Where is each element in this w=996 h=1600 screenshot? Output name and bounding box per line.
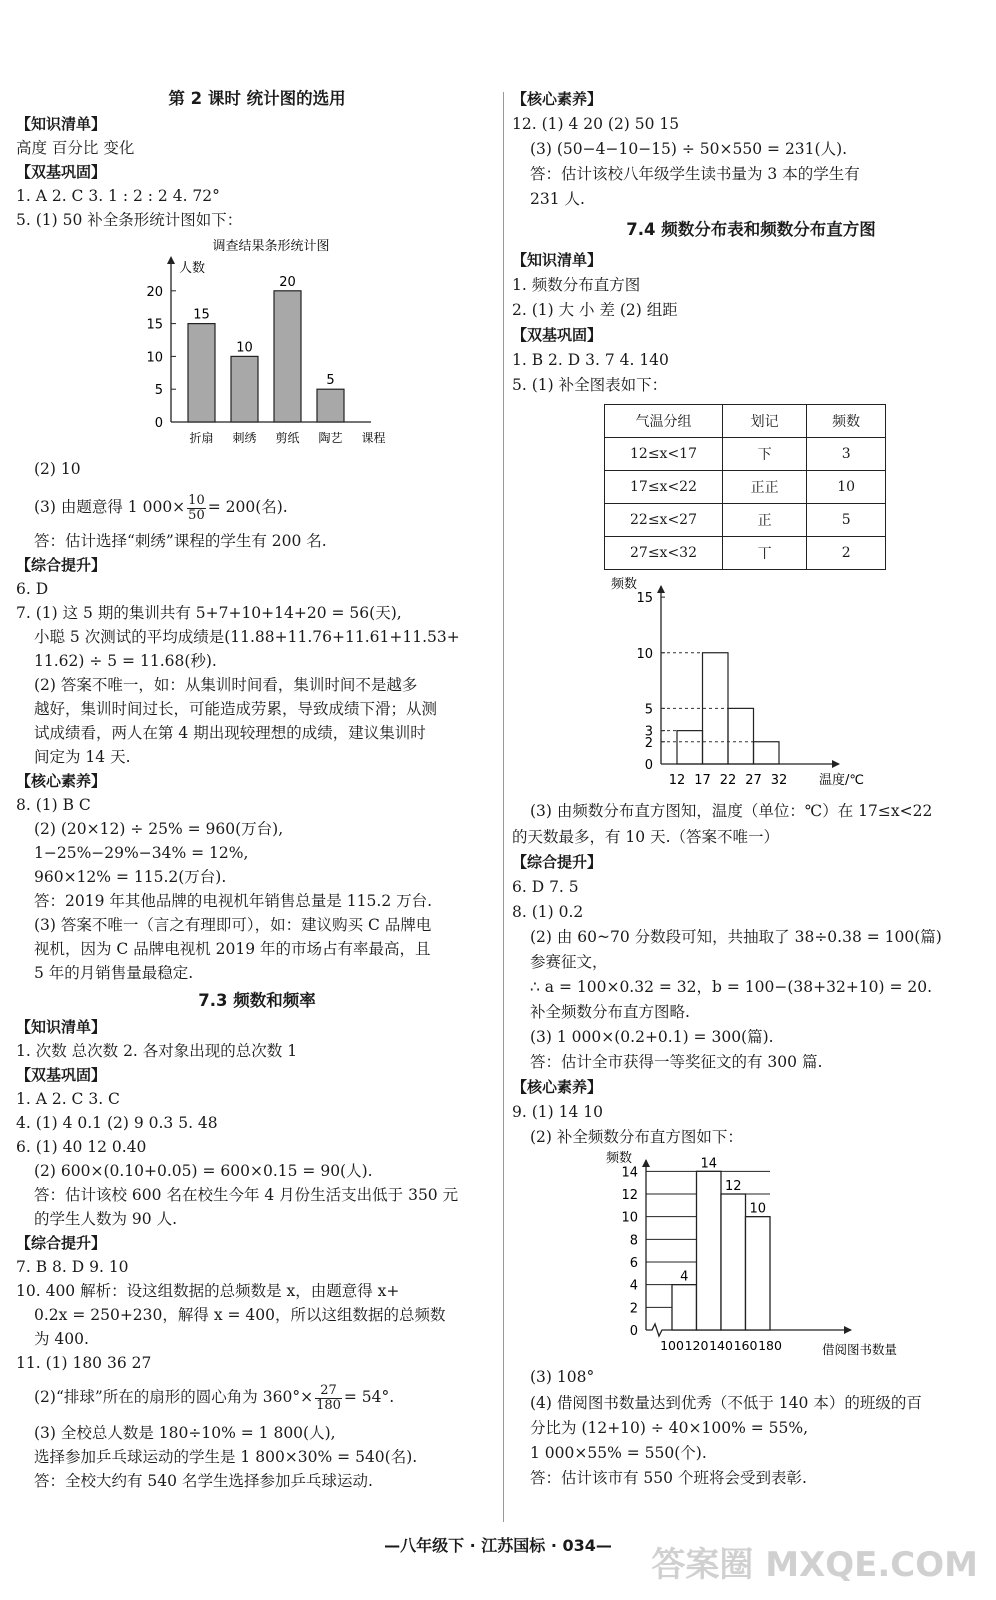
s73-answer-q11-line1: 11. (1) 180 36 27 bbox=[16, 1354, 152, 1372]
s73-section-zonghe: 【综合提升】 bbox=[16, 1234, 107, 1252]
section-shuangji: 【双基巩固】 bbox=[16, 163, 107, 181]
table-cell: 22≤x<27 bbox=[605, 504, 723, 537]
bar-value-label: 4 bbox=[680, 1269, 689, 1285]
fraction-numerator: 27 bbox=[315, 1384, 342, 1399]
r-answer-q9-3: (3) 108° bbox=[530, 1368, 595, 1386]
s73-answer-q6-line3: 答：估计该校 600 名在校生今年 4 月份生活支出低于 350 元 bbox=[34, 1186, 459, 1204]
r-answer-q8-line1: 8. (1) 0.2 bbox=[512, 903, 584, 921]
answer-q5-2: (2) 10 bbox=[34, 460, 81, 478]
x-tick-label: 180 bbox=[758, 1338, 782, 1353]
y-tick-label: 8 bbox=[629, 1233, 638, 1249]
x-tick-label: 22 bbox=[719, 773, 737, 788]
table-cell: 丅 bbox=[723, 537, 807, 570]
r-answer-q8-line7: 答：估计全市获得一等奖征文的有 300 篇. bbox=[530, 1053, 823, 1071]
y-tick-label: 2 bbox=[644, 735, 653, 751]
s73-answer-q11-line5: 答：全校大约有 540 名学生选择参加乒乓球运动. bbox=[34, 1472, 373, 1490]
x-tick-label: 折扇 bbox=[189, 431, 214, 445]
r-answer-q9-4-line2: 分比为 (12+10) ÷ 40×100% = 55%, bbox=[530, 1419, 809, 1437]
answer-q12-line2: (3) (50−4−10−15) ÷ 50×550 = 231(人). bbox=[530, 140, 848, 158]
answer-q8-line1: 8. (1) B C bbox=[16, 796, 91, 814]
table-header: 气温分组 bbox=[605, 405, 723, 438]
bar-value-label: 14 bbox=[700, 1156, 718, 1172]
q5-3-fraction bbox=[187, 494, 206, 523]
y-axis-label: 频数 bbox=[606, 1151, 633, 1166]
x-axis-label: 借阅图书数量 bbox=[822, 1342, 898, 1357]
y-tick-label: 5 bbox=[154, 383, 163, 399]
r-answer-q6-7: 6. D 7. 5 bbox=[512, 878, 579, 896]
y-tick-label: 15 bbox=[636, 591, 653, 607]
r-answer-q5: 5. (1) 补全图表如下： bbox=[512, 376, 668, 394]
answer-q6: 6. D bbox=[16, 580, 49, 598]
x-tick-label: 100 bbox=[660, 1338, 684, 1353]
histogram-temperature bbox=[607, 574, 897, 796]
x-tick-label: 140 bbox=[709, 1338, 733, 1353]
table-cell: 正正 bbox=[723, 471, 807, 504]
table-row bbox=[605, 471, 886, 504]
s73-answer-q6-line1: 6. (1) 40 12 0.40 bbox=[16, 1138, 147, 1156]
answer-q8-line8: 5 年的月销售量最稳定. bbox=[34, 964, 194, 982]
answer-q8-line7: 视机，因为 C 品牌电视机 2019 年的市场占有率最高，且 bbox=[34, 940, 431, 958]
table-cell: 27≤x<32 bbox=[605, 537, 723, 570]
answer-q12-line4: 231 人. bbox=[530, 190, 585, 208]
y-tick-label: 10 bbox=[146, 350, 163, 366]
x-axis-arrow bbox=[832, 760, 840, 768]
s73-answer-q1-3: 1. A 2. C 3. C bbox=[16, 1090, 120, 1108]
r-answer-q8-line6: (3) 1 000×(0.2+0.1) = 300(篇). bbox=[530, 1028, 774, 1046]
x-tick-label: 12 bbox=[668, 773, 686, 788]
x-axis-label: 温度/℃ bbox=[819, 773, 864, 788]
y-tick-label: 0 bbox=[154, 416, 163, 431]
watermark: 答案圈 MXQE.COM bbox=[651, 1545, 978, 1585]
s73-answer-q6-line2: (2) 600×(0.10+0.05) = 600×0.15 = 90(人). bbox=[34, 1162, 373, 1180]
q11-2-fraction bbox=[315, 1384, 342, 1413]
y-tick-label: 14 bbox=[621, 1165, 638, 1181]
bar-value-label: 15 bbox=[193, 307, 210, 323]
y-axis-arrow bbox=[642, 1159, 650, 1167]
r-answer-q9-4-line4: 答：估计该市有 550 个班将会受到表彰. bbox=[530, 1469, 807, 1487]
r-zhishi-2: 2. (1) 大 小 差 (2) 组距 bbox=[512, 301, 678, 319]
table-cell: 10 bbox=[807, 471, 886, 504]
r-answer-q9-line1: 9. (1) 14 10 bbox=[512, 1103, 603, 1121]
bar bbox=[188, 324, 215, 422]
y-axis-label: 人数 bbox=[179, 261, 206, 276]
r-answer-q8-line4: ∴ a = 100×0.32 = 32，b = 100−(38+32+10) = 20. bbox=[530, 978, 933, 996]
s73-section-zhishi: 【知识清单】 bbox=[16, 1018, 107, 1036]
bar-value-label: 10 bbox=[236, 340, 253, 356]
s73-answer-q11-line3: (3) 全校总人数是 180÷10% = 1 800(人), bbox=[34, 1424, 336, 1442]
histogram-bar bbox=[697, 1171, 722, 1330]
histogram-bar bbox=[754, 742, 780, 764]
table-cell: 2 bbox=[807, 537, 886, 570]
table-header-row bbox=[605, 405, 886, 438]
s73-answer-q10-line3: 为 400. bbox=[34, 1330, 89, 1348]
bar-value-label: 5 bbox=[326, 373, 335, 389]
column-divider bbox=[503, 92, 504, 1522]
s73-answer-q11-line2 bbox=[34, 1380, 394, 1414]
q11-2-pre: (2)“排球”所在的扇形的圆心角为 360°× bbox=[34, 1388, 314, 1406]
r-answer-q5-3-line1: (3) 由频数分布直方图知，温度（单位：℃）在 17≤x<22 bbox=[530, 802, 933, 820]
fraction-denominator: 180 bbox=[316, 1397, 341, 1413]
answer-q5-3 bbox=[34, 490, 288, 524]
s73-answer-q10-line2: 0.2x = 250+230，解得 x = 400，所以这组数据的总频数 bbox=[34, 1306, 446, 1324]
table-header: 划记 bbox=[723, 405, 807, 438]
answer-q7-line3: 11.62) ÷ 5 = 11.68(秒). bbox=[34, 652, 217, 670]
r-answer-q8-line5: 补全频数分布直方图略. bbox=[530, 1003, 690, 1021]
answer-q1-4: 1. A 2. C 3. 1 : 2 : 2 4. 72° bbox=[16, 187, 220, 205]
lesson-title: 第 2 课时 统计图的选用 bbox=[168, 89, 346, 108]
histogram-bar bbox=[677, 731, 703, 764]
frequency-table bbox=[604, 404, 886, 570]
q5-3-post: = 200(名). bbox=[207, 498, 288, 516]
bar bbox=[274, 291, 301, 422]
r-section-hexin: 【核心素养】 bbox=[512, 90, 603, 108]
section-zonghe: 【综合提升】 bbox=[16, 556, 107, 574]
answer-q8-line4: 960×12% = 115.2(万台). bbox=[34, 868, 227, 886]
answer-q7-line6: 试成绩看，两人在第 4 期出现较理想的成绩，建议集训时 bbox=[34, 724, 426, 742]
answer-q8-line6: (3) 答案不唯一（言之有理即可），如：建议购买 C 品牌电 bbox=[34, 916, 432, 934]
x-tick-label: 17 bbox=[694, 773, 711, 788]
y-tick-label: 12 bbox=[621, 1188, 638, 1203]
x-tick-label: 刺绣 bbox=[232, 431, 257, 445]
page-footer: —八年级下 · 江苏国标 · 034— bbox=[384, 1536, 612, 1555]
answer-q7-line7: 间定为 14 天. bbox=[34, 748, 131, 766]
x-tick-label: 27 bbox=[745, 773, 762, 788]
y-tick-label: 5 bbox=[644, 702, 653, 718]
y-tick-label: 20 bbox=[146, 284, 163, 300]
y-axis-label: 频数 bbox=[611, 577, 638, 592]
answer-q7-line1: 7. (1) 这 5 期的集训共有 5+7+10+14+20 = 56(天), bbox=[16, 604, 402, 622]
bar-value-label: 20 bbox=[279, 274, 296, 290]
bar-chart-survey bbox=[121, 236, 421, 448]
bar-value-label: 10 bbox=[749, 1201, 767, 1217]
q11-2-post: = 54°. bbox=[343, 1388, 395, 1406]
x-axis-label: 课程 bbox=[361, 431, 386, 445]
bar bbox=[231, 356, 258, 422]
s73-answer-q10-line1: 10. 400 解析：设这组数据的总频数是 x，由题意得 x+ bbox=[16, 1282, 400, 1300]
histogram-bar bbox=[672, 1285, 697, 1330]
answer-q5: 5. (1) 50 补全条形统计图如下： bbox=[16, 211, 243, 229]
answer-q8-line2: (2) (20×12) ÷ 25% = 960(万台), bbox=[34, 820, 284, 838]
y-axis-arrow bbox=[167, 256, 175, 264]
section-7-4-title: 7.4 频数分布表和频数分布直方图 bbox=[626, 220, 876, 239]
answer-q7-line4: (2) 答案不唯一，如：从集训时间看，集训时间不是越多 bbox=[34, 676, 418, 694]
x-axis-arrow bbox=[844, 1326, 852, 1334]
s73-section-shuangji: 【双基巩固】 bbox=[16, 1066, 107, 1084]
answer-q12-line1: 12. (1) 4 20 (2) 50 15 bbox=[512, 115, 680, 133]
y-tick-label: 3 bbox=[644, 724, 653, 740]
y-axis-arrow bbox=[657, 585, 665, 593]
y-tick-label: 0 bbox=[644, 758, 653, 773]
bar-value-label: 12 bbox=[724, 1179, 742, 1194]
r-section-zonghe: 【综合提升】 bbox=[512, 853, 603, 871]
x-tick-label: 剪纸 bbox=[275, 431, 300, 445]
section-hexin: 【核心素养】 bbox=[16, 772, 107, 790]
answer-q8-line5: 答：2019 年其他品牌的电视机年销售总量是 115.2 万台. bbox=[34, 892, 433, 910]
answer-q12-line3: 答：估计该校八年级学生读书量为 3 本的学生有 bbox=[530, 165, 860, 183]
table-header: 频数 bbox=[807, 405, 886, 438]
r-answer-q9-4-line1: (4) 借阅图书数量达到优秀（不低于 140 本）的班级的百 bbox=[530, 1394, 922, 1412]
r-section-shuangji: 【双基巩固】 bbox=[512, 326, 603, 344]
y-tick-label: 4 bbox=[629, 1278, 638, 1294]
section-7-3-title: 7.3 频数和频率 bbox=[198, 991, 316, 1010]
fraction-numerator: 10 bbox=[188, 492, 205, 508]
fraction-denominator: 50 bbox=[188, 507, 205, 523]
r-answer-q5-3-line2: 的天数最多，有 10 天.（答案不唯一） bbox=[512, 828, 780, 846]
q5-3-pre: (3) 由题意得 1 000× bbox=[34, 498, 186, 516]
bar bbox=[317, 389, 344, 422]
table-cell: 3 bbox=[807, 438, 886, 471]
y-tick-label: 15 bbox=[146, 317, 163, 333]
answer-q7-line2: 小聪 5 次测试的平均成绩是(11.88+11.76+11.61+11.53+ bbox=[34, 628, 460, 646]
table-row bbox=[605, 537, 886, 570]
y-tick-label: 10 bbox=[621, 1210, 638, 1226]
s73-answer-q6-line4: 的学生人数为 90 人. bbox=[34, 1210, 178, 1228]
table-cell: 正 bbox=[723, 504, 807, 537]
x-tick-label: 32 bbox=[770, 773, 788, 788]
r-answer-q1-4: 1. B 2. D 3. 7 4. 140 bbox=[512, 351, 669, 369]
y-tick-label: 10 bbox=[636, 646, 653, 662]
table-cell: 5 bbox=[807, 504, 886, 537]
r-section-zhishi: 【知识清单】 bbox=[512, 251, 603, 269]
table-row bbox=[605, 504, 886, 537]
table-cell: 12≤x<17 bbox=[605, 438, 723, 471]
r-section-hexin2: 【核心素养】 bbox=[512, 1078, 603, 1096]
r-answer-q8-line3: 参赛征文， bbox=[530, 953, 608, 971]
zhishi-answer: 高度 百分比 变化 bbox=[16, 139, 135, 157]
x-tick-label: 160 bbox=[733, 1338, 758, 1353]
y-tick-label: 0 bbox=[629, 1324, 638, 1339]
histogram-bar bbox=[728, 708, 754, 764]
x-tick-label: 陶艺 bbox=[318, 431, 343, 445]
table-cell: 17≤x<22 bbox=[605, 471, 723, 504]
s73-answer-q11-line4: 选择参加乒乓球运动的学生是 1 800×30% = 540(名). bbox=[34, 1448, 418, 1466]
table-cell: 下 bbox=[723, 438, 807, 471]
histogram-bar bbox=[746, 1217, 771, 1330]
chart-title: 调查结果条形统计图 bbox=[212, 239, 330, 254]
answer-q8-line3: 1−25%−29%−34% = 12%, bbox=[34, 844, 249, 862]
table-row bbox=[605, 438, 886, 471]
answer-q7-line5: 越好，集训时间过长，可能造成劳累，导致成绩下滑；从测 bbox=[34, 700, 438, 718]
s73-answer-q7-9: 7. B 8. D 9. 10 bbox=[16, 1258, 129, 1276]
y-tick-label: 2 bbox=[629, 1301, 638, 1317]
r-answer-q8-line2: (2) 由 60~70 分数段可知，共抽取了 38÷0.38 = 100(篇) bbox=[530, 928, 942, 946]
s73-answer-q4-5: 4. (1) 4 0.1 (2) 9 0.3 5. 48 bbox=[16, 1114, 218, 1132]
answer-q5-conclusion: 答：估计选择“刺绣”课程的学生有 200 名. bbox=[34, 532, 327, 550]
section-zhishi: 【知识清单】 bbox=[16, 115, 107, 133]
histogram-books bbox=[600, 1148, 918, 1364]
x-tick-label: 120 bbox=[684, 1338, 709, 1353]
s73-zhishi: 1. 次数 总次数 2. 各对象出现的总次数 1 bbox=[16, 1042, 298, 1060]
r-answer-q9-line2: (2) 补全频数分布直方图如下： bbox=[530, 1128, 743, 1146]
r-answer-q9-4-line3: 1 000×55% = 550(个). bbox=[530, 1444, 707, 1462]
y-tick-label: 6 bbox=[629, 1256, 638, 1271]
r-zhishi-1: 1. 频数分布直方图 bbox=[512, 276, 641, 294]
histogram-bar bbox=[721, 1194, 746, 1330]
